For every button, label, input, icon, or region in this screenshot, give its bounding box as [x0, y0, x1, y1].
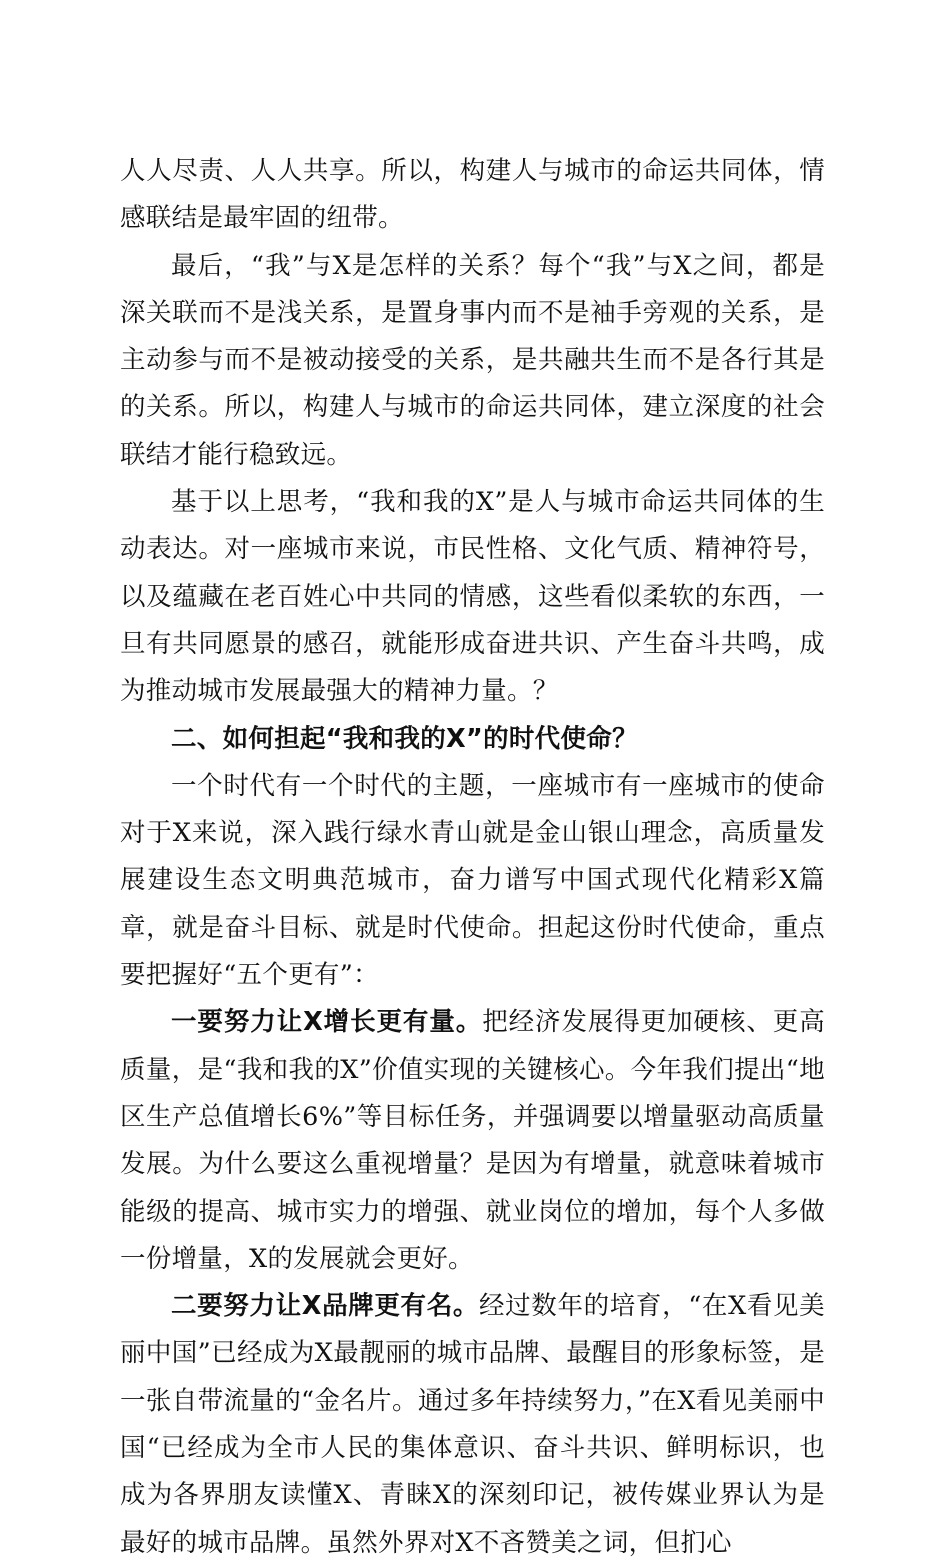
paragraph-lead: 一要努力让X增长更有量。: [171, 1007, 483, 1038]
section-heading-text: 二、如何担起“我和我的X”的时代使命？: [171, 723, 638, 754]
document-body: [120, 148, 825, 1567]
paragraph-text: 最后，“我”与X是怎样的关系？每个“我”与X之间，都是深关联而不是浅关系，是置身事内而不是袖手旁观的关系，是主动参与而不是被动接受的关系，是共融共生而不是各行其是的关系。所以，构建人与城市的命运共同体，建立深度的社会联结才能行稳致远。: [120, 250, 825, 470]
paragraph-mission: [120, 763, 825, 999]
paragraph-text: 基于以上思考，“我和我的X”是人与城市命运共同体的生动表达。对一座城市来说，市民性格、文化气质、精神符号，以及蕴藏在老百姓心中共同的情感，这些看似柔软的东西，一旦有共同愿景的感召，就能形成奋进共识、产生奋斗共鸣，成为推动城市发展最强大的精神力量。？: [120, 487, 825, 707]
paragraph-lead: 二要努力让X品牌更有名。: [171, 1291, 479, 1322]
paragraph-finally: [120, 243, 825, 479]
paragraph-growth: [120, 999, 825, 1283]
section-heading: [120, 716, 825, 763]
paragraph-text: 经过数年的培育，“在X看见美丽中国”已经成为X最靓丽的城市品牌、最醒目的形象标签，是一张自带流量的“金名片。通过多年持续努力，”在X看见美丽中国“已经成为全市人民的集体意识、奋斗共识、鲜明标识，也成为各界朋友读懂X、青睐X的深刻印记，被传媒业界认为是最好的城市品牌。虽然外界对X不吝赞美之词，但扪心: [120, 1291, 825, 1558]
paragraph-continuation: [120, 148, 825, 243]
paragraph-reflection: [120, 479, 825, 715]
paragraph-text: 把经济发展得更加硬核、更高质量，是“我和我的X”价值实现的关键核心。今年我们提出“地区生产总值增长6%”等目标任务，并强调要以增量驱动高质量发展。为什么要这么重视增量？是因为有增量，就意味着城市能级的提高、城市实力的增强、就业岗位的增加，每个人多做一份增量，X的发展就会更好。: [120, 1007, 826, 1274]
paragraph-text: 人人尽责、人人共享。所以，构建人与城市的命运共同体，情感联结是最牢固的纽带。: [120, 156, 825, 234]
paragraph-brand: [120, 1283, 825, 1567]
paragraph-text: 一个时代有一个时代的主题，一座城市有一座城市的使命对于X来说，深入践行绿水青山就是金山银山理念，高质量发展建设生态文明典范城市，奋力谱写中国式现代化精彩X篇章，就是奋斗目标、就是时代使命。担起这份时代使命，重点要把握好“五个更有”：: [120, 770, 825, 991]
